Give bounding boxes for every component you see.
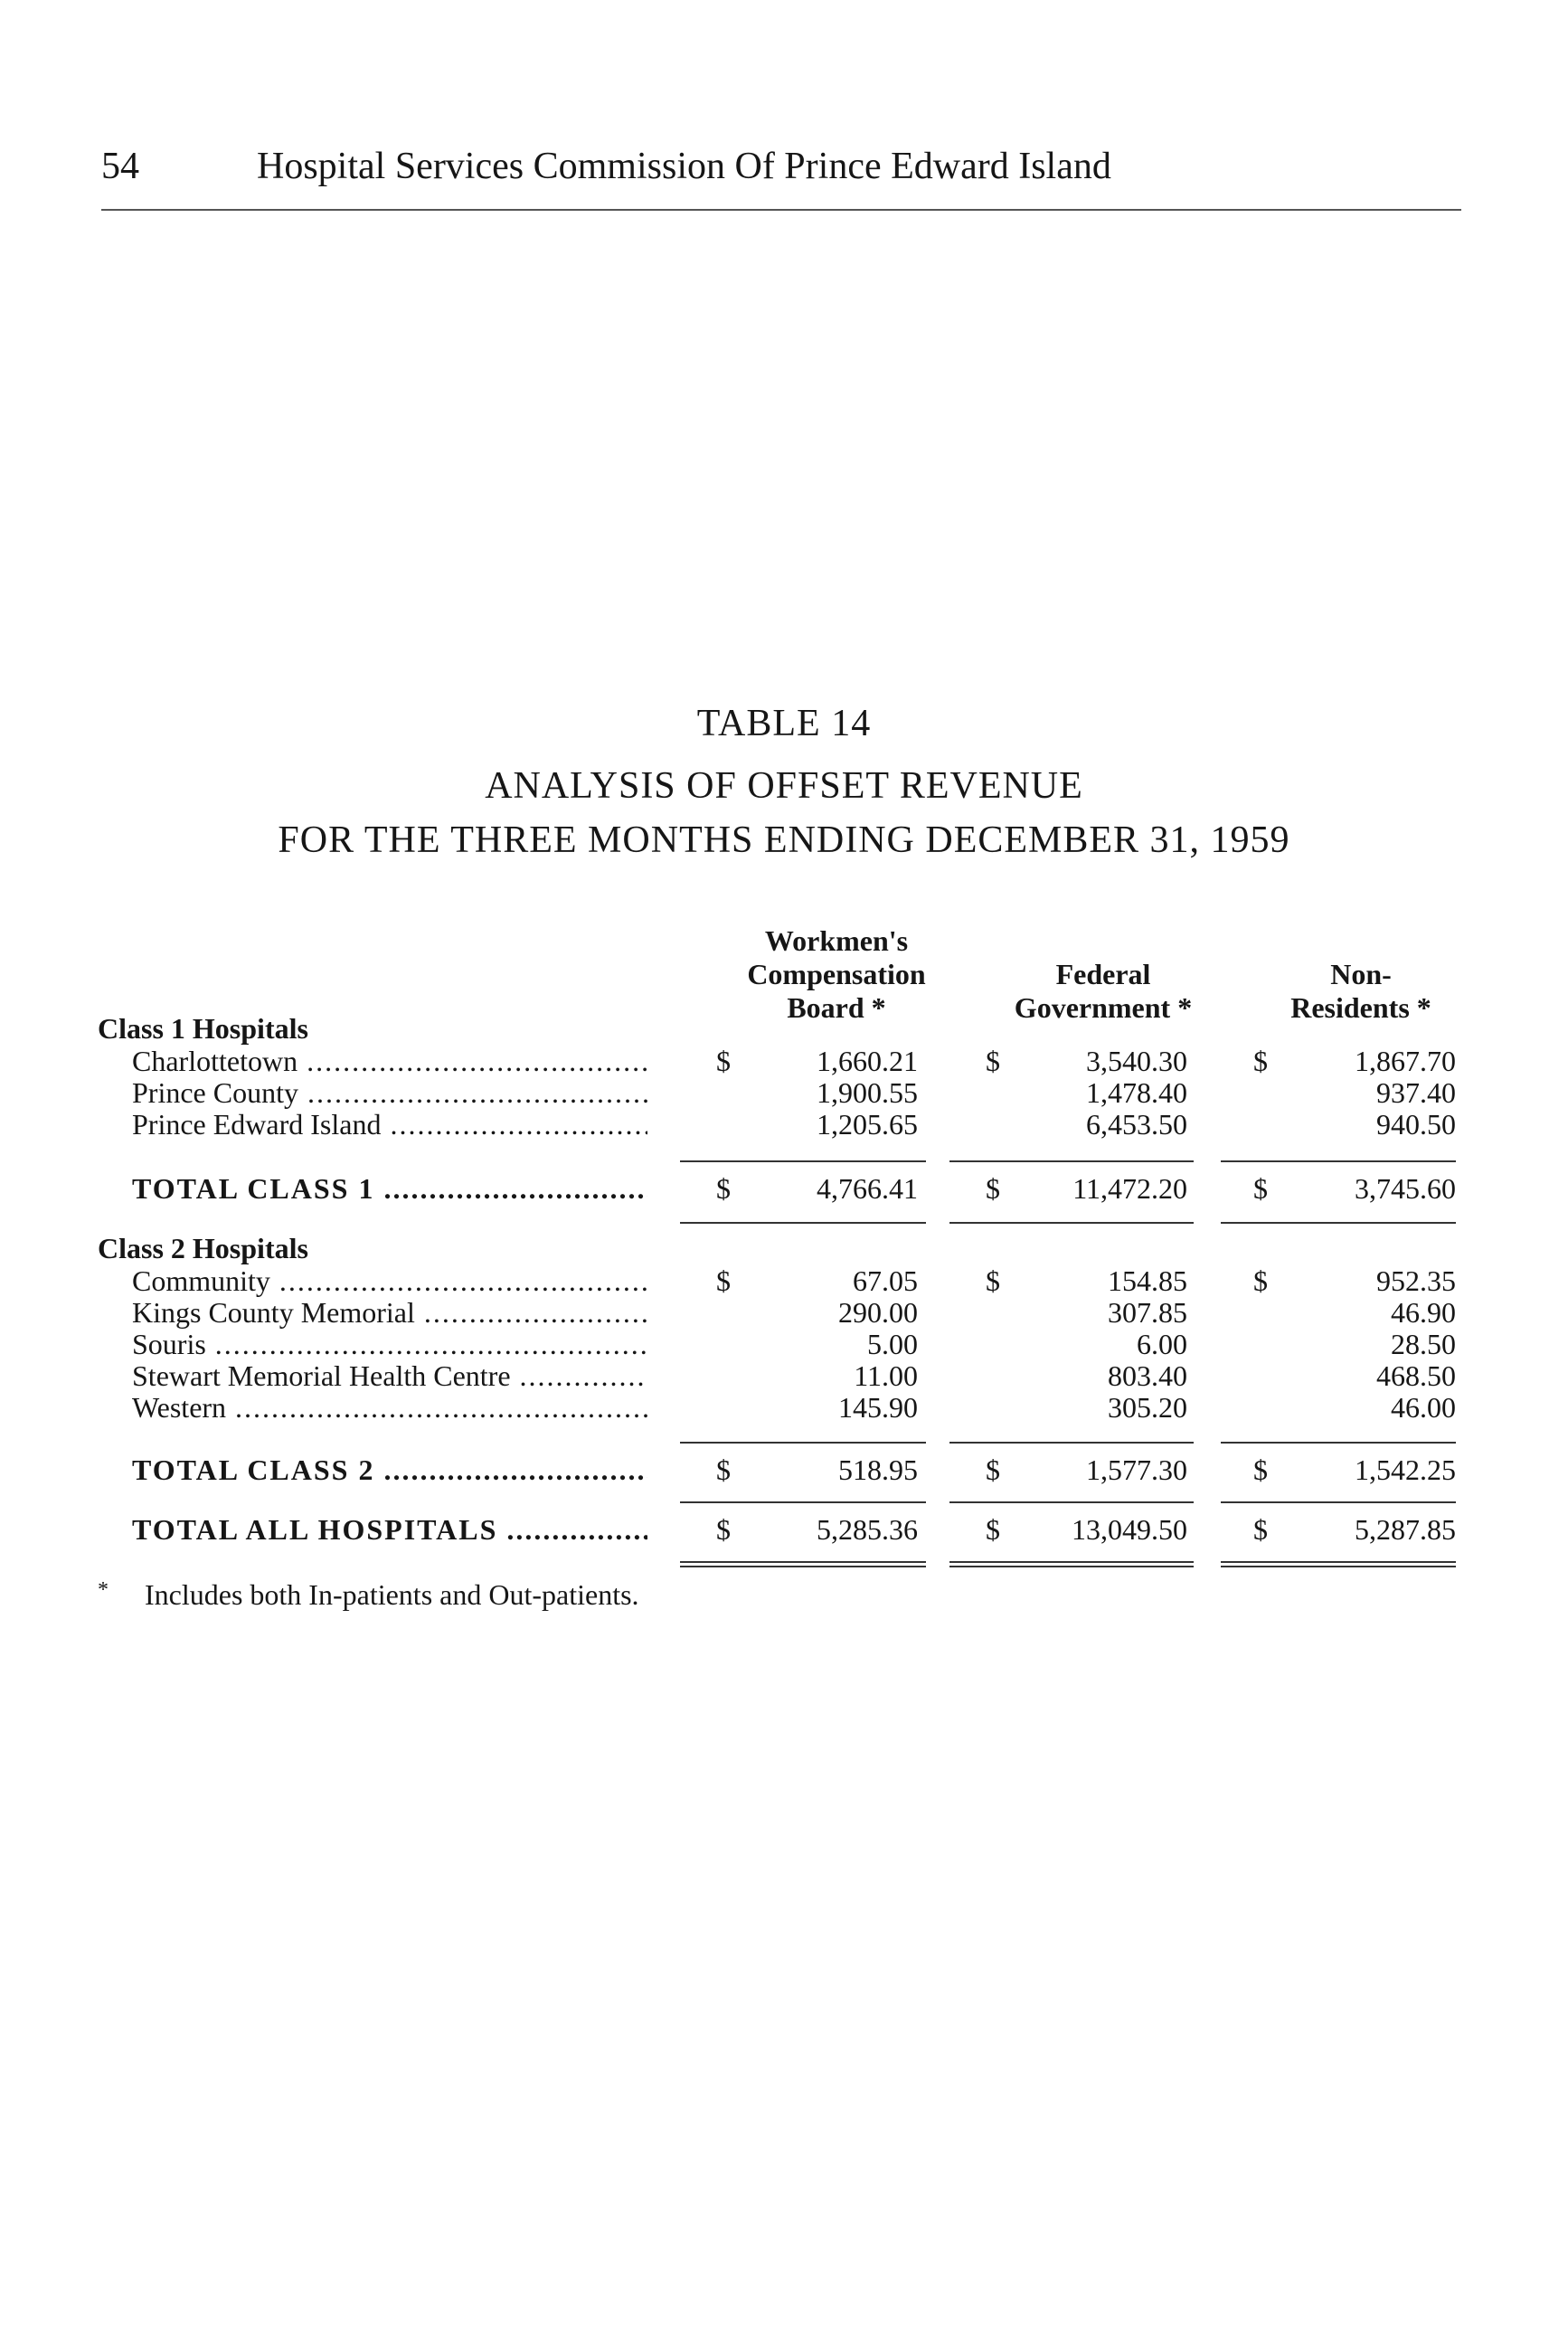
footnote-mark: * bbox=[98, 1578, 109, 1602]
table-title: TABLE 14 bbox=[696, 703, 872, 744]
table-row bbox=[0, 1296, 1568, 1329]
cell-federal: 13,049.50 bbox=[1072, 1513, 1187, 1546]
cell-non-residents: 1,867.70 bbox=[1355, 1045, 1456, 1077]
dollar-sign: $ bbox=[716, 1513, 731, 1546]
cell-non-residents: 1,542.25 bbox=[1355, 1453, 1456, 1486]
rule bbox=[949, 1501, 1194, 1503]
row-label: Souris ..... bbox=[132, 1328, 647, 1361]
row-label: TOTAL CLASS 1 ..... bbox=[132, 1172, 647, 1206]
cell-federal: 11,472.20 bbox=[1072, 1172, 1187, 1205]
cell-federal: 6.00 bbox=[1137, 1328, 1187, 1360]
table-row bbox=[0, 1045, 1568, 1077]
rule bbox=[680, 1442, 926, 1444]
table-row bbox=[0, 1359, 1568, 1392]
cell-wcb: 5.00 bbox=[867, 1328, 918, 1360]
cell-non-residents: 940.50 bbox=[1376, 1108, 1456, 1141]
total-row-class-1 bbox=[0, 1172, 1568, 1205]
cell-wcb: 1,205.65 bbox=[817, 1108, 918, 1141]
rule bbox=[680, 1566, 926, 1567]
rule bbox=[949, 1442, 1194, 1444]
cell-wcb: 4,766.41 bbox=[817, 1172, 918, 1205]
rule bbox=[680, 1501, 926, 1503]
table-period: FOR THE THREE MONTHS ENDING DECEMBER 31, 1959 bbox=[278, 819, 1290, 861]
cell-wcb: 5,285.36 bbox=[817, 1513, 918, 1546]
rule bbox=[1221, 1222, 1456, 1224]
table-row bbox=[0, 1264, 1568, 1297]
table-row bbox=[0, 1328, 1568, 1360]
table-row bbox=[0, 1391, 1568, 1424]
column-header-federal-government: Federal Government * bbox=[1014, 958, 1193, 1024]
row-label: Community ..... bbox=[132, 1264, 647, 1298]
dollar-sign: $ bbox=[716, 1045, 731, 1077]
rule bbox=[949, 1566, 1194, 1567]
dollar-sign: $ bbox=[1253, 1264, 1268, 1297]
dollar-sign: $ bbox=[986, 1513, 1000, 1546]
cell-non-residents: 46.00 bbox=[1391, 1391, 1456, 1424]
grand-total-row bbox=[0, 1513, 1568, 1546]
cell-wcb: 145.90 bbox=[838, 1391, 918, 1424]
dollar-sign: $ bbox=[716, 1172, 731, 1205]
dollar-sign: $ bbox=[1253, 1513, 1268, 1546]
rule bbox=[1221, 1160, 1456, 1162]
cell-wcb: 11.00 bbox=[854, 1359, 918, 1392]
dollar-sign: $ bbox=[1253, 1045, 1268, 1077]
cell-non-residents: 3,745.60 bbox=[1355, 1172, 1456, 1205]
row-label: Kings County Memorial ..... bbox=[132, 1296, 647, 1330]
row-label: Prince County ..... bbox=[132, 1076, 647, 1110]
cell-non-residents: 952.35 bbox=[1376, 1264, 1456, 1297]
row-label: TOTAL ALL HOSPITALS ..... bbox=[132, 1513, 647, 1547]
dollar-sign: $ bbox=[1253, 1453, 1268, 1486]
cell-federal: 1,478.40 bbox=[1086, 1076, 1187, 1109]
rule bbox=[1221, 1561, 1456, 1563]
cell-wcb: 67.05 bbox=[853, 1264, 918, 1297]
cell-wcb: 1,660.21 bbox=[817, 1045, 918, 1077]
total-row-class-2 bbox=[0, 1453, 1568, 1486]
rule bbox=[1221, 1442, 1456, 1444]
rule bbox=[949, 1160, 1194, 1162]
rule bbox=[680, 1561, 926, 1563]
rule bbox=[949, 1222, 1194, 1224]
cell-non-residents: 28.50 bbox=[1391, 1328, 1456, 1360]
row-label: TOTAL CLASS 2 ..... bbox=[132, 1453, 647, 1487]
table-row bbox=[0, 1108, 1568, 1141]
rule bbox=[1221, 1566, 1456, 1567]
rule bbox=[1221, 1501, 1456, 1503]
footnote-text: Includes both In-patients and Out-patients. bbox=[145, 1578, 639, 1611]
dollar-sign: $ bbox=[986, 1453, 1000, 1486]
footnote bbox=[98, 1578, 639, 1612]
row-label: Stewart Memorial Health Centre ..... bbox=[132, 1359, 647, 1393]
section-label-class-2: Class 2 Hospitals bbox=[98, 1232, 308, 1264]
cell-wcb: 518.95 bbox=[838, 1453, 918, 1486]
row-label: Western ..... bbox=[132, 1391, 647, 1425]
cell-federal: 3,540.30 bbox=[1086, 1045, 1187, 1077]
section-label-class-1: Class 1 Hospitals bbox=[98, 1012, 308, 1045]
dollar-sign: $ bbox=[716, 1453, 731, 1486]
cell-wcb: 290.00 bbox=[838, 1296, 918, 1329]
page-number: 54 bbox=[101, 146, 139, 187]
cell-non-residents: 937.40 bbox=[1376, 1076, 1456, 1109]
rule bbox=[949, 1561, 1194, 1563]
dollar-sign: $ bbox=[986, 1045, 1000, 1077]
cell-federal: 1,577.30 bbox=[1086, 1453, 1187, 1486]
running-title: Hospital Services Commission Of Prince Edward Island bbox=[257, 146, 1111, 187]
dollar-sign: $ bbox=[986, 1172, 1000, 1205]
table-row bbox=[0, 1076, 1568, 1109]
cell-federal: 803.40 bbox=[1108, 1359, 1187, 1392]
rule bbox=[680, 1160, 926, 1162]
row-label: Prince Edward Island ..... bbox=[132, 1108, 647, 1141]
cell-federal: 6,453.50 bbox=[1086, 1108, 1187, 1141]
column-header-workmens-compensation: Workmen's Compensation Board * bbox=[747, 924, 926, 1024]
cell-non-residents: 468.50 bbox=[1376, 1359, 1456, 1392]
dollar-sign: $ bbox=[986, 1264, 1000, 1297]
dollar-sign: $ bbox=[1253, 1172, 1268, 1205]
table-subtitle: ANALYSIS OF OFFSET REVENUE bbox=[485, 765, 1083, 807]
cell-wcb: 1,900.55 bbox=[817, 1076, 918, 1109]
rule bbox=[680, 1222, 926, 1224]
cell-non-residents: 46.90 bbox=[1391, 1296, 1456, 1329]
column-header-non-residents: Non- Residents * bbox=[1290, 958, 1431, 1024]
cell-federal: 154.85 bbox=[1108, 1264, 1187, 1297]
header-rule bbox=[101, 209, 1461, 211]
page-header bbox=[101, 145, 1111, 188]
cell-non-residents: 5,287.85 bbox=[1355, 1513, 1456, 1546]
cell-federal: 305.20 bbox=[1108, 1391, 1187, 1424]
row-label: Charlottetown ..... bbox=[132, 1045, 647, 1078]
dollar-sign: $ bbox=[716, 1264, 731, 1297]
cell-federal: 307.85 bbox=[1108, 1296, 1187, 1329]
